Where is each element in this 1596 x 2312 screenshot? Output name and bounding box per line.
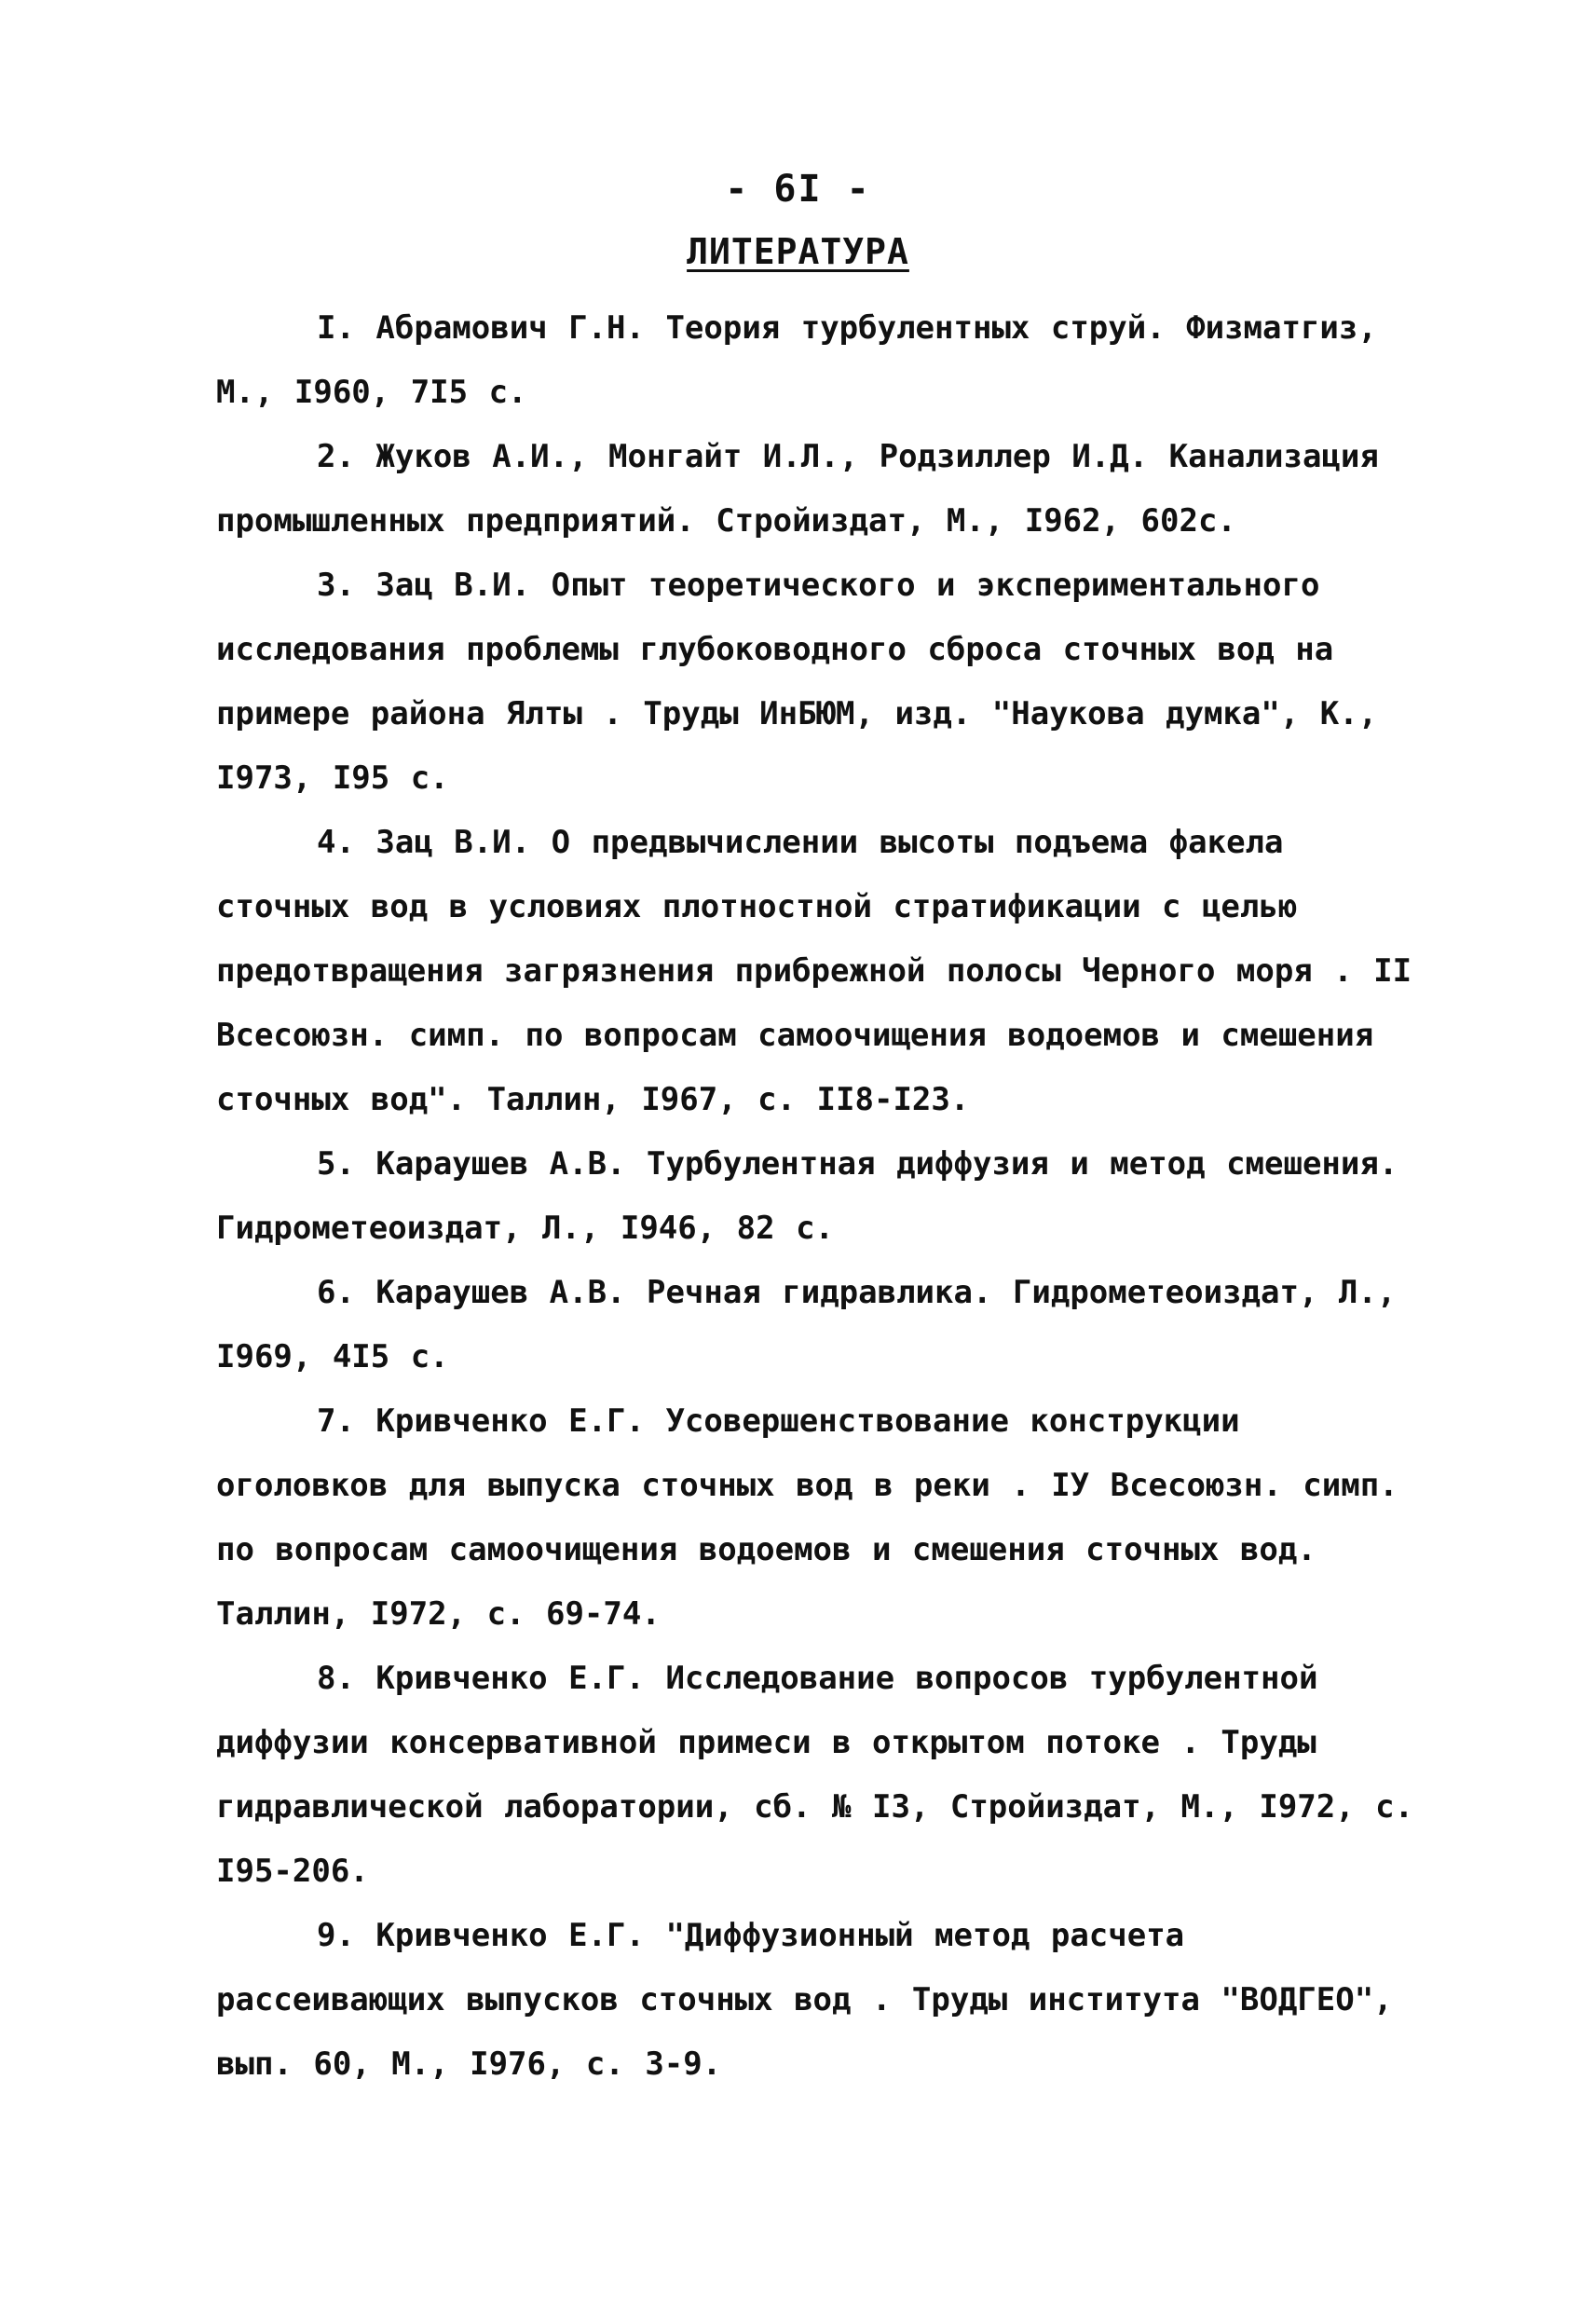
reference-item-6: 6. Караушев А.В. Речная гидравлика. Гидрометеоиздат, Л., I969, 4I5 с. — [216, 1274, 1397, 1375]
reference-item-5: 5. Караушев А.В. Турбулентная диффузия и метод смешения. Гидрометеоиздат, Л., I946, 82 с. — [216, 1145, 1398, 1247]
reference-item-7: 7. Кривченко Е.Г. Усовершенствование конструкции оголовков для выпуска сточных вод в реки . IУ Всесоюзн. симп. по вопросам самоочищения водоемов и смешения сточных вод. Таллин, I972, с. 69-74. — [216, 1402, 1398, 1633]
reference-item-2: 2. Жуков А.И., Монгайт И.Л., Родзиллер И.Д. Канализация промышленных предприятий. Стройиздат, М., I962, 602с. — [216, 438, 1379, 540]
reference-list — [216, 296, 1418, 2097]
reference-item-4: 4. Зац В.И. О предвычислении высоты подъема факела сточных вод в условиях плотностной стратификации с целью предотвращения загрязнения прибрежной полосы Черного моря . II Всесоюзн. симп. по вопросам самоочищения водоемов и смешения сточных вод". Таллин, I967, с. II8-I23. — [216, 824, 1412, 1118]
reference-item-9: 9. Кривченко Е.Г. "Диффузионный метод расчета рассеивающих выпусков сточных вод . Труды института "ВОДГЕО", вып. 60, М., I976, с. 3-9. — [216, 1917, 1393, 2083]
reference-item-1: I. Абрамович Г.Н. Теория турбулентных струй. Физматгиз, М., I960, 7I5 с. — [216, 309, 1377, 411]
section-heading: ЛИТЕРАТУРА — [687, 231, 909, 272]
page-number: - 6I - — [725, 168, 871, 211]
reference-item-3: 3. Зац В.И. Опыт теоретического и экспериментального исследования проблемы глубоководного сброса сточных вод на примере района Ялты . Труды ИнБЮМ, изд. "Наукова думка", К., I973, I95 с. — [216, 567, 1378, 797]
reference-item-8: 8. Кривченко Е.Г. Исследование вопросов турбулентной диффузии консервативной примеси в открытом потоке . Труды гидравлической лаборатории, сб. № I3, Стройиздат, М., I972, с. I95-206. — [216, 1660, 1414, 1890]
